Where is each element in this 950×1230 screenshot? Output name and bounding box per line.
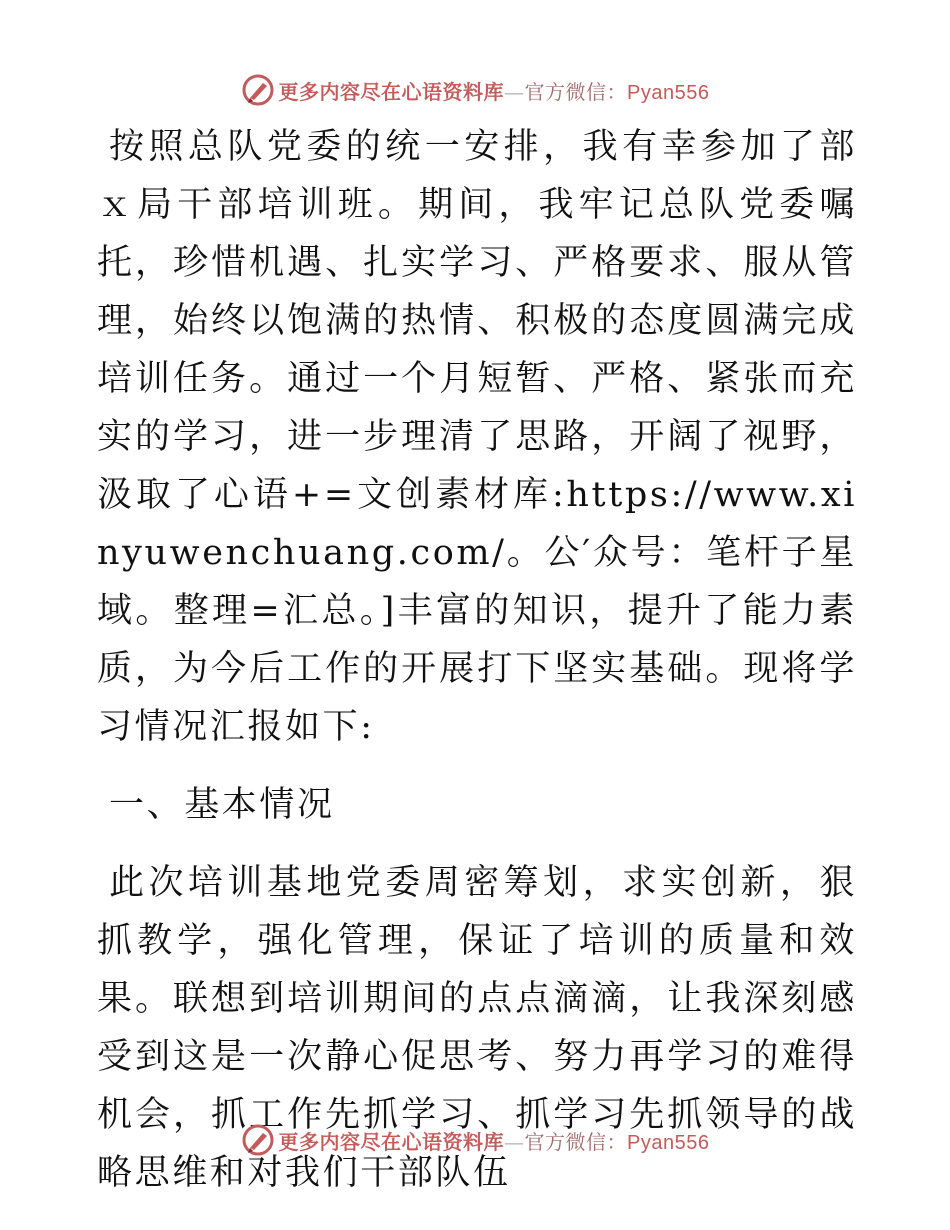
banner-separator: — — [504, 79, 525, 104]
banner-title: 更多内容尽在心语资料库 — [278, 79, 505, 104]
banner-text — [279, 76, 710, 105]
pen-logo-icon — [241, 73, 275, 107]
document-body — [97, 118, 857, 1202]
pen-logo-icon — [241, 1123, 275, 1157]
banner-text — [279, 1126, 710, 1155]
banner-wechat-id: Pyan556 — [627, 1131, 710, 1154]
footer-banner — [0, 1120, 950, 1160]
banner-wechat-label: 官方微信： — [524, 79, 628, 104]
banner-wechat-label: 官方微信： — [524, 1129, 628, 1154]
banner-separator: — — [504, 1129, 525, 1154]
paragraph-2: 此次培训基地党委周密筹划，求实创新，狠抓教学，强化管理，保证了培训的质量和效果。联想到培训期间的点点滴滴，让我深刻感受到这是一次静心促思考、努力再学习的难得机会，抓工作先抓学习、抓学习先抓领导的战略思维和对我们干部队伍 — [97, 863, 857, 1193]
banner-title: 更多内容尽在心语资料库 — [278, 1129, 505, 1154]
banner-wechat-id: Pyan556 — [627, 81, 710, 104]
section-heading-1: 一、基本情况 — [109, 785, 335, 825]
paragraph-1: 按照总队党委的统一安排，我有幸参加了部ｘ局干部培训班。期间，我牢记总队党委嘱托，珍惜机遇、扎实学习、严格要求、服从管理，始终以饱满的热情、积极的态度圆满完成培训任务。通过一个月短暂、严格、紧张而充实的学习，进一步理清了思路，开阔了视野，汲取了心语+=文创素材库:https://www.xinyuwenchuang.com/。公′众号：笔杆子星域。整理=汇总。]丰富的知识，提升了能力素质，为今后工作的开展打下坚实基础。现将学习情况汇报如下: — [97, 127, 857, 747]
header-banner — [0, 70, 950, 110]
